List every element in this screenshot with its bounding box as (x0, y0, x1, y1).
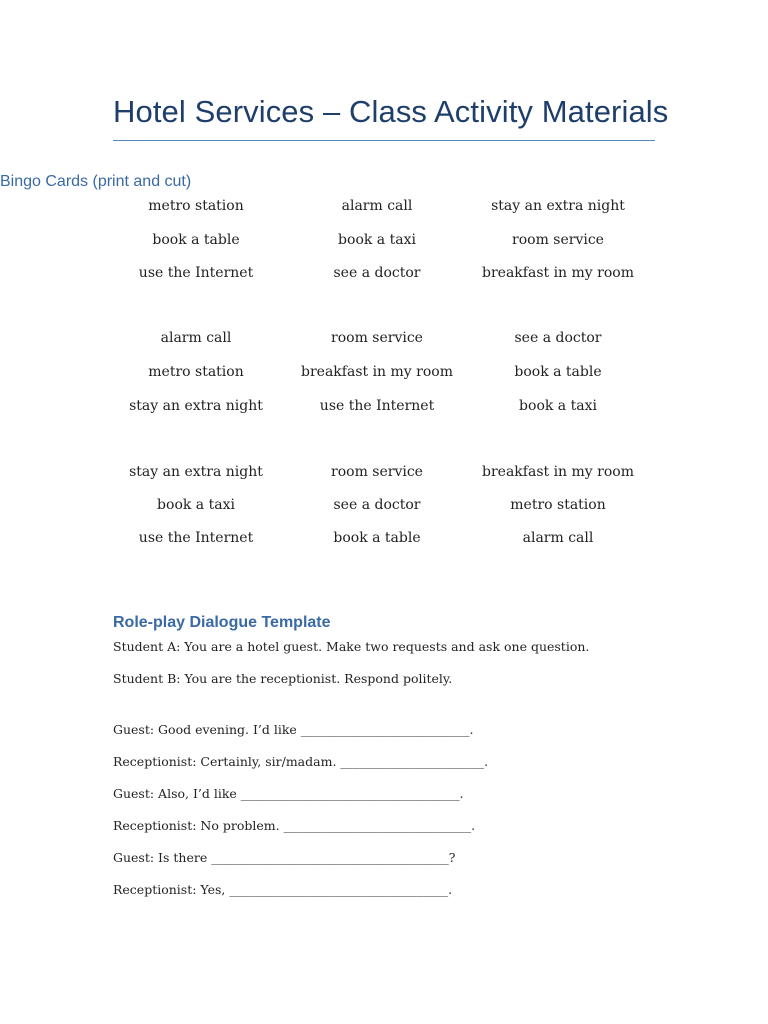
roleplay-heading: Role-play Dialogue Template (113, 614, 331, 631)
bingo-cell: metro station (148, 364, 244, 380)
bingo-cell: book a taxi (519, 398, 597, 414)
bingo-cell: alarm call (341, 198, 413, 214)
bingo-heading: Bingo Cards (print and cut) (0, 173, 192, 190)
bingo-cell: stay an extra night (129, 464, 263, 480)
dialogue-line: Receptionist: Yes, ___________________________________. (113, 882, 453, 897)
bingo-cell: alarm call (160, 330, 232, 346)
bingo-cell: metro station (148, 198, 244, 214)
instruction-student-b: Student B: You are the receptionist. Respond politely. (113, 671, 453, 686)
dialogue-line: Guest: Good evening. I’d like ___________________________. (113, 722, 474, 737)
bingo-cell: breakfast in my room (301, 364, 453, 380)
instruction-student-a: Student A: You are a hotel guest. Make two requests and ask one question. (113, 639, 590, 654)
dialogue-line: Guest: Also, I’d like ___________________________________. (113, 786, 464, 801)
bingo-cell: book a table (514, 364, 602, 380)
bingo-cell: book a taxi (157, 497, 235, 513)
bingo-cell: breakfast in my room (482, 265, 634, 281)
bingo-cell: room service (331, 330, 423, 346)
bingo-cell: use the Internet (319, 398, 435, 414)
bingo-cell: use the Internet (138, 265, 254, 281)
bingo-cell: see a doctor (333, 265, 421, 281)
bingo-cell: stay an extra night (129, 398, 263, 414)
bingo-cell: book a taxi (338, 232, 416, 248)
bingo-cell: book a table (152, 232, 240, 248)
bingo-cell: room service (512, 232, 604, 248)
bingo-cell: room service (331, 464, 423, 480)
bingo-cell: metro station (510, 497, 606, 513)
bingo-cell: alarm call (522, 530, 594, 546)
dialogue-line: Guest: Is there ______________________________________? (113, 850, 456, 865)
bingo-cell: use the Internet (138, 530, 254, 546)
page-title: Hotel Services – Class Activity Materials (113, 94, 669, 129)
dialogue-line: Receptionist: No problem. ______________________________. (113, 818, 476, 833)
dialogue-line: Receptionist: Certainly, sir/madam. _______________________. (113, 754, 489, 769)
title-divider (113, 140, 655, 141)
bingo-cell: see a doctor (514, 330, 602, 346)
bingo-cell: see a doctor (333, 497, 421, 513)
bingo-cell: stay an extra night (491, 198, 625, 214)
bingo-cell: book a table (333, 530, 421, 546)
bingo-cell: breakfast in my room (482, 464, 634, 480)
